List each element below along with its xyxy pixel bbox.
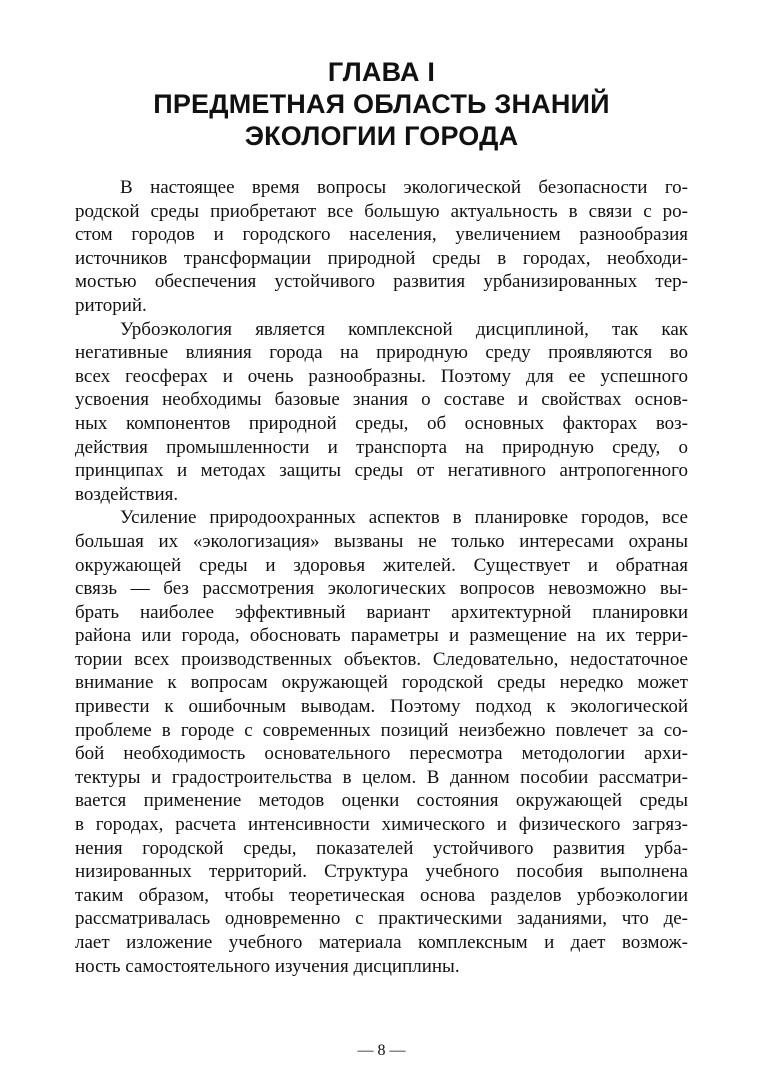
paragraph-3 (75, 506, 688, 978)
text-line: мостью обеспечения устойчивого развития урбанизированных тер- (75, 271, 688, 293)
text-line: родской среды приобретают все большую актуальность в связи с ро- (75, 200, 688, 222)
chapter-title-line-1: ПРЕДМЕТНАЯ ОБЛАСТЬ ЗНАНИЙ (153, 89, 610, 119)
text-line: в городах, расчета интенсивности химического и физического загряз- (75, 814, 688, 836)
text-line: лает изложение учебного материала комплексным и дает возмож- (75, 932, 688, 953)
text-line: бой необходимость основательного пересмотра методологии архи- (75, 743, 688, 765)
text-line: связь — без рассмотрения экологических вопросов невозможно вы- (75, 578, 688, 600)
chapter-heading (60, 56, 703, 152)
text-line: Усиление природоохранных аспектов в планировке городов, все (120, 507, 688, 529)
text-line: привести к ошибочным выводам. Поэтому подход к экологической (75, 696, 688, 718)
text-line: риторий. (75, 294, 147, 316)
text-line: усвоения необходимы базовые знания о составе и свойствах основ- (75, 389, 688, 411)
text-line: вается применение методов оценки состояния окружающей среды (75, 790, 688, 812)
text-line: брать наиболее эффективный вариант архитектурной планировки (75, 601, 688, 623)
text-line: нения городской среды, показателей устойчивого развития урба- (75, 837, 688, 859)
text-line: района или города, обосновать параметры и размещение на их терри- (75, 625, 688, 647)
text-line: внимание к вопросам окружающей городской среды нередко может (75, 672, 688, 694)
text-line: большая их «экологизация» вызваны не только интересами охраны (75, 530, 688, 552)
text-line: проблеме в городе с современных позиций неизбежно повлечет за со- (75, 719, 688, 741)
text-line: источников трансформации природной среды в городах, необходи- (75, 247, 688, 269)
text-line: воздействия. (75, 483, 179, 505)
text-line: тории всех производственных объектов. Следовательно, недостаточное (75, 648, 688, 670)
chapter-title-line-2: ЭКОЛОГИИ ГОРОДА (244, 121, 519, 151)
paragraph-1 (75, 176, 688, 318)
body-text (75, 176, 688, 978)
paragraph-2 (75, 318, 688, 507)
text-line: таким образом, чтобы теоретическая основа разделов урбоэкологии (75, 884, 688, 906)
text-line: ных компонентов природной среды, об основных факторах воз- (75, 412, 688, 434)
text-line: низированных территорий. Структура учебного пособия выполнена (75, 861, 688, 883)
text-line: действия промышленности и транспорта на природную среду, о (75, 436, 688, 458)
text-line: негативные влияния города на природную среду проявляются во (75, 342, 688, 364)
text-line: В настоящее время вопросы экологической безопасности го- (120, 177, 688, 198)
text-line: рассматривалась одновременно с практическими заданиями, что де- (75, 908, 688, 930)
page-number: — 8 — (357, 1042, 406, 1059)
text-line: Урбоэкология является комплексной дисциплиной, так как (120, 318, 688, 340)
text-line: принципах и методах защиты среды от негативного антропогенного (75, 460, 688, 482)
text-line: тектуры и градостроительства в целом. В данном пособии рассматри- (75, 766, 688, 788)
text-line: окружающей среды и здоровья жителей. Существует и обратная (75, 554, 688, 576)
text-line: ность самостоятельного изучения дисциплины. (75, 955, 460, 977)
chapter-number: ГЛАВА I (327, 57, 436, 87)
text-line: всех геосферах и очень разнообразны. Поэтому для ее успешного (75, 365, 688, 387)
text-line: стом городов и городского населения, увеличением разнообразия (75, 224, 688, 246)
